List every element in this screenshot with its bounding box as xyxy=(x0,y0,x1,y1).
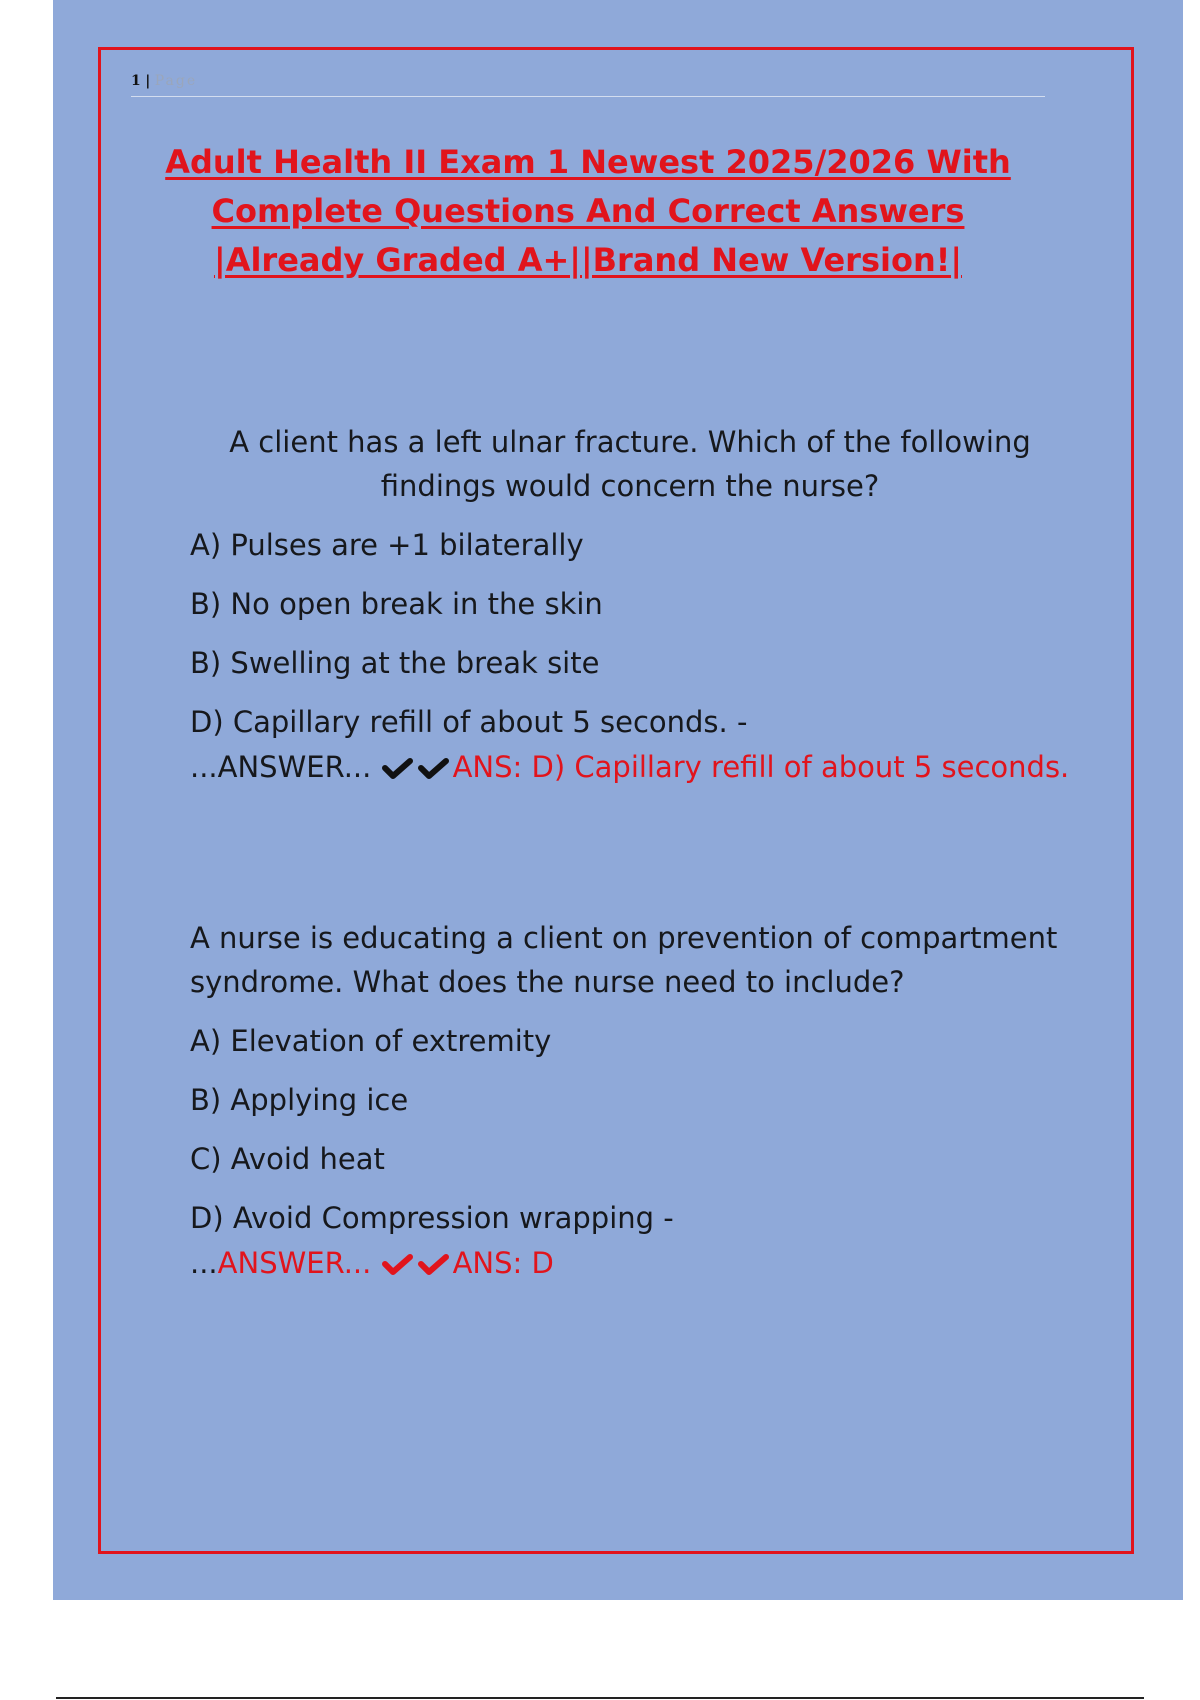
page-label: Page xyxy=(154,73,198,89)
answer-text: ANS: D) Capillary refill of about 5 seconds. xyxy=(452,750,1070,784)
answer-line xyxy=(190,744,1070,790)
answer-option: C) Avoid heat xyxy=(190,1142,385,1176)
answer-prefix: ...ANSWER... xyxy=(190,750,372,784)
check-icon xyxy=(417,757,449,779)
answer-line xyxy=(190,1240,1070,1286)
question-block xyxy=(190,420,1070,790)
answer-prefix-dots: ... xyxy=(190,1246,218,1280)
title-line: |Already Graded A+||Brand New Version!| xyxy=(214,241,962,279)
question-stem: A nurse is educating a client on prevention of compartment syndrome. What does the nurse need to include? xyxy=(190,921,1058,999)
page-separator: | xyxy=(145,73,151,89)
answer-option: A) Elevation of extremity xyxy=(190,1024,552,1058)
answer-option: A) Pulses are +1 bilaterally xyxy=(190,528,584,562)
check-icon xyxy=(381,757,413,779)
question-block xyxy=(190,916,1070,1286)
answer-option: B) Applying ice xyxy=(190,1083,409,1117)
answer-text: ANS: D xyxy=(452,1246,554,1280)
document-title xyxy=(131,138,1045,285)
check-icon xyxy=(381,1253,413,1275)
answer-option: D) Capillary refill of about 5 seconds. - xyxy=(190,705,748,739)
question-stem: A client has a left ulnar fracture. Which of the following findings would concern the nurse? xyxy=(229,425,1031,503)
answer-option: B) No open break in the skin xyxy=(190,587,603,621)
page-header xyxy=(131,70,1045,97)
title-line: Adult Health II Exam 1 Newest 2025/2026 With xyxy=(165,143,1011,181)
title-line: Complete Questions And Correct Answers xyxy=(211,192,965,230)
bottom-divider xyxy=(56,1697,1144,1699)
page-number: 1 xyxy=(131,73,141,89)
answer-option: D) Avoid Compression wrapping - xyxy=(190,1201,674,1235)
answer-option: B) Swelling at the break site xyxy=(190,646,600,680)
answer-prefix: ANSWER... xyxy=(217,1246,372,1280)
check-icon xyxy=(417,1253,449,1275)
